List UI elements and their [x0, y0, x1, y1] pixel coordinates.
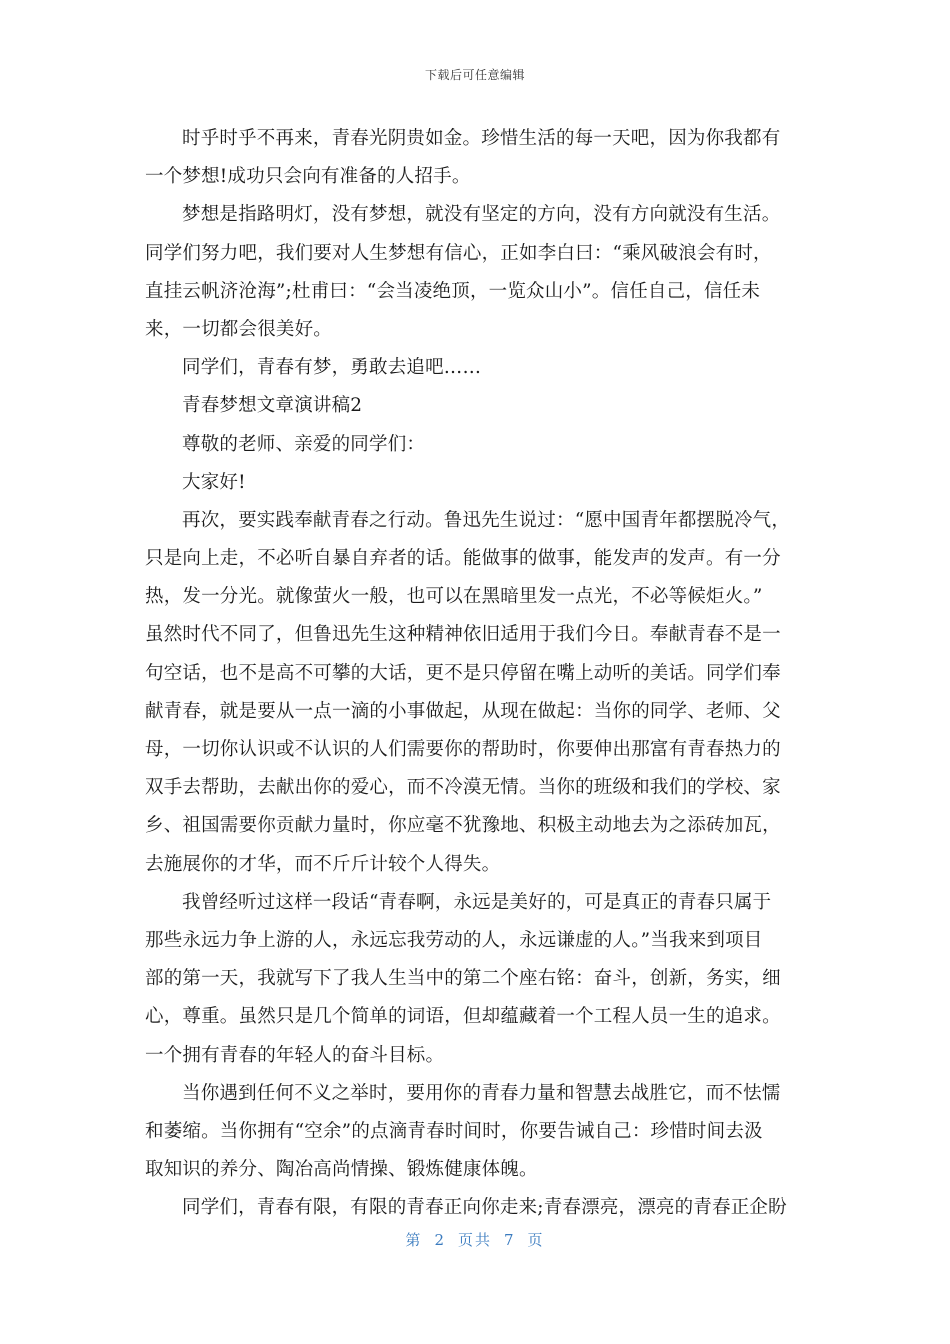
text-line: 时乎时乎不再来，青春光阴贵如金。珍惜生活的每一天吧，因为你我都有 [182, 128, 781, 149]
text-line: 句空话，也不是高不可攀的大话，更不是只停留在嘴上动听的美话。同学们奉 [145, 662, 781, 684]
text-line: 我曾经听过这样一段话“青春啊，永远是美好的，可是真正的青春只属于 [182, 891, 772, 913]
text-line: 和萎缩。当你拥有“空余”的点滴青春时间时，你要告诫自己：珍惜时间去汲 [145, 1120, 763, 1142]
page-label-suffix: 页 [527, 1231, 545, 1249]
text-line: 双手去帮助，去献出你的爱心，而不冷漠无情。当你的班级和我们的学校、家 [145, 777, 781, 799]
text-line: 部的第一天，我就写下了我人生当中的第二个座右铭：奋斗，创新，务实，细 [145, 968, 781, 990]
text-line: 一个拥有青春的年轻人的奋斗目标。 [145, 1044, 445, 1066]
text-line: 母，一切你认识或不认识的人们需要你的帮助时，你要伸出那富有青春热力的 [145, 739, 781, 760]
text-line: 同学们，青春有限，有限的青春正向你走来;青春漂亮，漂亮的青春正企盼 [182, 1197, 787, 1219]
text-line: 去施展你的才华，而不斤斤计较个人得失。 [145, 853, 501, 875]
text-line: 当你遇到任何不义之举时，要用你的青春力量和智慧去战胜它，而不怯懦 [182, 1082, 781, 1104]
current-page-number: 2 [434, 1231, 446, 1249]
page-label-prefix: 第 [405, 1231, 423, 1249]
text-line: 献青春，就是要从一点一滴的小事做起，从现在做起：当你的同学、老师、父 [145, 700, 781, 722]
page-number-footer [0, 1229, 950, 1250]
text-line: 直挂云帆济沧海”;杜甫曰：“会当凌绝顶，一览众山小”。信任自己，信任未 [145, 280, 761, 302]
text-line: 梦想是指路明灯，没有梦想，就没有坚定的方向，没有方向就没有生活。 [182, 204, 781, 226]
text-line: 虽然时代不同了，但鲁迅先生这种精神依旧适用于我们今日。奉献青春不是一 [145, 624, 781, 646]
text-line: 大家好! [182, 471, 246, 493]
text-line: 来，一切都会很美好。 [145, 318, 333, 340]
page-header-note: 下载后可任意编辑 [424, 68, 525, 82]
text-line: 尊敬的老师、亲爱的同学们： [182, 433, 426, 455]
page-label-middle: 页共 [457, 1231, 492, 1249]
text-line: 乡、祖国需要你贡献力量时，你应毫不犹豫地、积极主动地去为之添砖加瓦， [145, 815, 781, 837]
total-page-number: 7 [504, 1231, 516, 1249]
text-line: 再次，要实践奉献青春之行动。鲁迅先生说过：“愿中国青年都摆脱冷气， [182, 509, 791, 531]
text-line: 青春梦想文章演讲稿2 [182, 395, 363, 417]
text-line: 那些永远力争上游的人，永远忘我劳动的人，永远谦虚的人。”当我来到项目 [145, 929, 763, 951]
document-body [145, 120, 807, 1227]
text-line: 同学们努力吧，我们要对人生梦想有信心，正如李白曰：“乘风破浪会有时， [145, 242, 772, 264]
text-line: 同学们，青春有梦，勇敢去追吧…… [182, 357, 482, 379]
text-line: 心，尊重。虽然只是几个简单的词语，但却蕴藏着一个工程人员一生的追求。 [145, 1006, 781, 1028]
text-line: 一个梦想!成功只会向有准备的人招手。 [145, 166, 471, 188]
text-line: 取知识的养分、陶冶高尚情操、锻炼健康体魄。 [145, 1159, 538, 1181]
text-line: 热，发一分光。就像萤火一般，也可以在黑暗里发一点光，不必等候炬火。” [145, 586, 763, 608]
text-line: 只是向上走，不必听自暴自弃者的话。能做事的做事，能发声的发声。有一分 [145, 548, 781, 570]
